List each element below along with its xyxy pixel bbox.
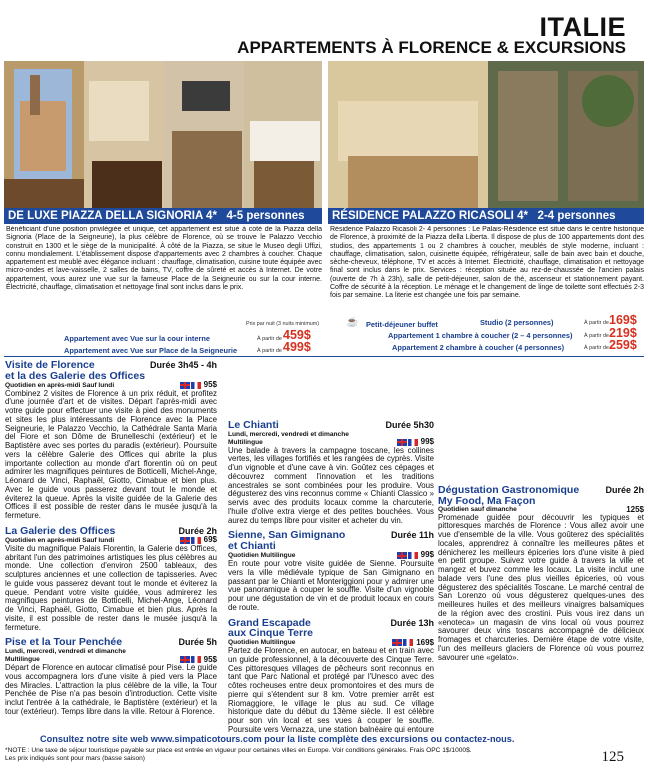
right-offer-caption [328, 208, 644, 224]
left-price-1: 499$ [283, 340, 311, 354]
excursion-title-2: et la des Galerie des Offices [5, 369, 146, 382]
excursion-text: Visite du magnifique Palais Florentin, la Galerie des Offices, abritant l'un des patrimoines artistiques les plus célèbres au monde. Une collection d'environ 2500 tableaux, des sculptures anciennes et une collection de tapisseries. Avec le guide vous passerez devant tout le monde et éviterez la queue. Pendant votre visite guidée, vous admirerez les magnifiques peintures de Botticelli, Michel-Ange, Léonard de Vinci, Raphaël, Giotto, Cimabue et bien plus. Après la visite, il est possible de rester dans le musée jusqu'à la fermeture. [5, 543, 217, 632]
right-price-from-1: À partir de [584, 333, 609, 339]
footer-note-1: *NOTE : Une taxe de séjour touristique payable sur place est entrée en vigueur pour certaines villes en Europe. Voir conditions générales. Frais OPC 1$/1000$. [5, 747, 472, 754]
excursion-title: Le Chianti Durée 5h30 [228, 419, 434, 431]
right-offer-title: RÉSIDENCE PALAZZO RICASOLI 4* [332, 210, 528, 222]
column-2 [228, 418, 434, 733]
left-photos [4, 61, 322, 208]
excursion-title-2: My Food, Ma Façon [438, 494, 536, 507]
right-offer-persons: 2-4 personnes [537, 210, 616, 222]
price-note: Prix par nuit (3 nuits minimum) [246, 321, 320, 327]
excursion-language: Multilingue 95$ [5, 654, 217, 664]
divider [4, 356, 644, 357]
excursion-language: Multilingue 99$ [228, 437, 434, 447]
excursion-text: En route pour votre visite guidée de Sienne. Poursuite vers la ville médiévale typique de San Gimignano en passant par le Chianti et Monteriggioni pour y admirer une vue panoramique à couper le souffle. Visite d'un vignoble pour une dégustation de vin et de produit locaux en cours de route. [228, 559, 434, 612]
footer-cta: Consultez notre site web www.simpaticotours.com pour la liste complète des excursions ou contactez-nous. [40, 734, 515, 744]
excursion-text: Combinez 2 visites de Florence à un prix réduit, et profitez d'une journée d'art et de visites. Départ l'après-midi avec votre guide pour effectuer une visite à pied des monuments et sites les plus intéressants de Florence avec la Place Seigneurie, le Palazzo Vecchio, la Cathédrale Santa Maria del Fiore et son Dôme de Brunelleschi (extérieur) et le Baptistère avec ses portes du paradis (extérieur). Poursuite vers la célèbre Galerie des Offices qui abrite la plus importante collection au monde d'art florentin où on peut admirer les magnifiques peintures de Botticelli, Michel-Ange, Léonard de Vinci, Raphaël, Giotto, Cimabue et bien plus. Avec le guide vous passerez devant tout le monde et éviterez la queue. Après la visite guidée de la Galerie des Offices il est possible de rester dans le musée jusqu'à la fermeture. [5, 388, 217, 521]
right-price-1: 219$ [609, 326, 637, 340]
left-price-from-0: À partir de [257, 336, 282, 342]
right-price-label-1: Appartement 1 chambre à coucher (2 – 4 personnes) [388, 331, 573, 340]
column-3-spacer [438, 358, 644, 483]
right-price-label-2: Appartement 2 chambre à coucher (4 personnes) [392, 343, 565, 352]
residence-photo [328, 61, 644, 208]
left-price-0: 459$ [283, 328, 311, 342]
left-offer-caption [4, 208, 322, 224]
apartment-interior-photo [4, 61, 322, 208]
excursion-text: Promenade guidée pour découvrir les typiques et pittoresques marchés de Florence : Vous allez avoir une vue d'ensemble de la ville. Vous goûterez des spécialités locales, apprendrez à connaître les meilleures pâtes et dénicherez les meilleurs épiceries lors d'une visite à pied en petit groupe. Suivez votre guide à travers la ville et mangez et buvez comme les locaux. La visite inclut une balade vers l'une des plus vieilles épiceries, où vous dégusterez des spécialités Toscane. Le marché central de San Lorenzo où vous dégusterez quelques-unes des meilleures huiles et des meilleurs vinaigres balsamiques de la région avec des crostini. Puis vous irez dans un «enoteca» un magasin de vins local où vous pourrez savourer deux vins toscans accompagné de délicieux fromages et charcuteries. Dernière étape de votre visite, l'un des meilleurs glaciers de Florence où vous pourrez savourer une «gelato». [438, 512, 644, 662]
excursion-schedule: Quotidien sauf dimanche 125$ [438, 505, 644, 514]
breakfast-label: Petit-déjeuner buffet [366, 320, 438, 329]
page-title: ITALIE [539, 12, 626, 42]
footer-notes [5, 747, 605, 763]
excursion-schedule: Quotidien en après-midi Sauf lundi 69$ [5, 535, 217, 545]
right-offer-description: Résidence Palazzo Ricasoli 2- 4 personnes : Le Palais-Résidence est situé dans le centre historique de Florence, à proximité de la Piazza della Liberta. Il dispose de plus de 100 appartements dont des studios, des appartements 1 ou 2 chambres à coucher, meublés de style moderne, incluant : chauffage, climatisation, salon, cuisinette équipée, réfrigérateur, salle de bain avec bain et douche, sèche-cheveux, téléphone, TV et accès à Internet. Électricité, chauffage, climatisation et nettoyage final sont inclus dans le prix. Services : réception située au rez-de-chaussée de l'ancien palais (ouverte de 7h à 23h), salle de petit-déjeuner, salon de thé, ascenseur et stationnement payant. Coffre de sécurité à la réception. Le ménage et le changement de linge de toilette sont effectués 2-3 fois par semaine. La literie est changée une fois par semaine. [330, 226, 644, 300]
left-offer-title: DE LUXE PIAZZA DELLA SIGNORIA 4* [8, 210, 217, 222]
excursion-text: Départ de Florence en autocar climatisé pour Pise. Le guide vous accompagnera lors d'une visite à pied vers la Place des Miracles. L'attraction la plus célèbre de la ville, la Tour Penchée de Pise n'a pas besoin d'introduction. Cette visite inclut l'entrée à la cathédrale, le Baptistère (extérieur) et la tour (extérieur). Temps libre dans la ville. Retour à Florence. [5, 663, 217, 716]
left-price-label-0: Appartement avec Vue sur la cour interne [64, 334, 210, 343]
left-price-label-1: Appartement avec Vue sur Place de la Seigneurie [64, 346, 238, 355]
excursion-schedule: Lundi, mercredi, vendredi et dimanche [228, 430, 349, 438]
right-price-from-0: À partir de [584, 320, 609, 326]
excursion-title: Visite de Florence Durée 3h45 - 4h [5, 359, 217, 371]
left-price-from-1: À partir de [257, 348, 282, 354]
page-number: 125 [601, 749, 624, 765]
coffee-cup-icon: ☕ [346, 317, 359, 328]
right-photos [328, 61, 644, 208]
column-1 [5, 358, 217, 733]
language-flags-icon [180, 382, 201, 389]
excursion-title: La Galerie des Offices Durée 2h [5, 524, 217, 537]
footer-note-2: Les prix indiqués sont pour mars (basse saison) [5, 755, 146, 762]
left-offer-persons: 4-5 personnes [226, 210, 305, 222]
excursion-title: Dégustation Gastronomique Durée 2h [438, 484, 644, 496]
right-price-2: 259$ [609, 338, 637, 352]
right-price-0: 169$ [609, 313, 637, 327]
excursion-schedule: Quotidien Multilingue 169$ [228, 637, 434, 647]
excursion-schedule: Quotidien Multilingue 99$ [228, 550, 434, 560]
excursion-title-2: aux Cinque Terre [228, 627, 313, 640]
excursion-schedule: Quotidien en après-midi Sauf lundi 95$ [5, 380, 217, 389]
page-subtitle: APPARTEMENTS À FLORENCE & EXCURSIONS [237, 38, 626, 57]
language-flags-icon [397, 439, 418, 446]
excursion-text: Une balade à travers la campagne toscane, les collines vertes, les villages fortifiés et les rangées de cyprès. Visite d'un vignoble et d'une cave à vin. Goûtez ces cépages et découvrez comment l'innovation et les traditions ancestrales se sont combinées pour les produire. Vous dégusterez des vins reconnus comme « Chianti Classico » servis avec des produits locaux comme la charcuterie, l'huile d'olive extra vierge et des petites bouchées. Vous aurez du temps libre pour visiter et acheter du vin. [228, 445, 434, 525]
excursion-title-2: et Chianti [228, 539, 276, 552]
excursion-text: Partez de Florence, en autocar, en bateau et en train avec un guide professionnel, à la découverte des Cinque Terre. Ces pittoresques villages de pêcheurs sont reconnus en tant que Parc National et protégé par l'Unesco avec des côtes rocheuses entre deux promontoires et des murs de pierre qui s'étendent sur 8 km. Votre premier arrêt est Riomaggiore, le village le plus au sud. Ce village historique date du début du 13ème siècle. Il est célèbre pour son vin local et ses vues à couper le souffle. Poursuite vers Vernazza, une station balnéaire qui entoure [228, 646, 434, 733]
excursion-title: Pise et la Tour Penchée Durée 5h [5, 636, 217, 649]
right-price-from-2: À partir de [584, 345, 609, 351]
excursion-title: Sienne, San Gimignano Durée 11h [228, 529, 434, 542]
right-price-label-0: Studio (2 personnes) [480, 318, 554, 327]
excursion-schedule: Lundi, mercredi, vendredi et dimanche [5, 647, 126, 655]
excursion-title: Grand Escapade Durée 13h [228, 616, 434, 629]
column-3 [438, 358, 644, 733]
left-offer-description: Bénéficiant d'une position privilégiée et unique, cet appartement est situé à coté de la Piazza della Signoria (Place de la Seigneurie), la plus célèbre de Florence, où se trouve le Palazzo Vecchio construit en 1300 et le siège de la municipalité. À côté de la Piazza, se situe le Museo degli Uffizi, connu mondialement. L'établissement dispose d'appartements avec 2 chambres à coucher. Chaque appartement est meublé avec élégance incluant : chauffage, climatisation, cuisine toute équipée avec micro-ondes et lave-vaisselle, 2 salles de bains, TV, coffre de sûreté et accès à Internet. De votre appartement, vous aurez une vue sur la fameuse Place de la Seigneurie ou sur la cour interne. Électricité, chauffage, climatisation et nettoyage final sont inclus dans le prix. [6, 226, 322, 292]
